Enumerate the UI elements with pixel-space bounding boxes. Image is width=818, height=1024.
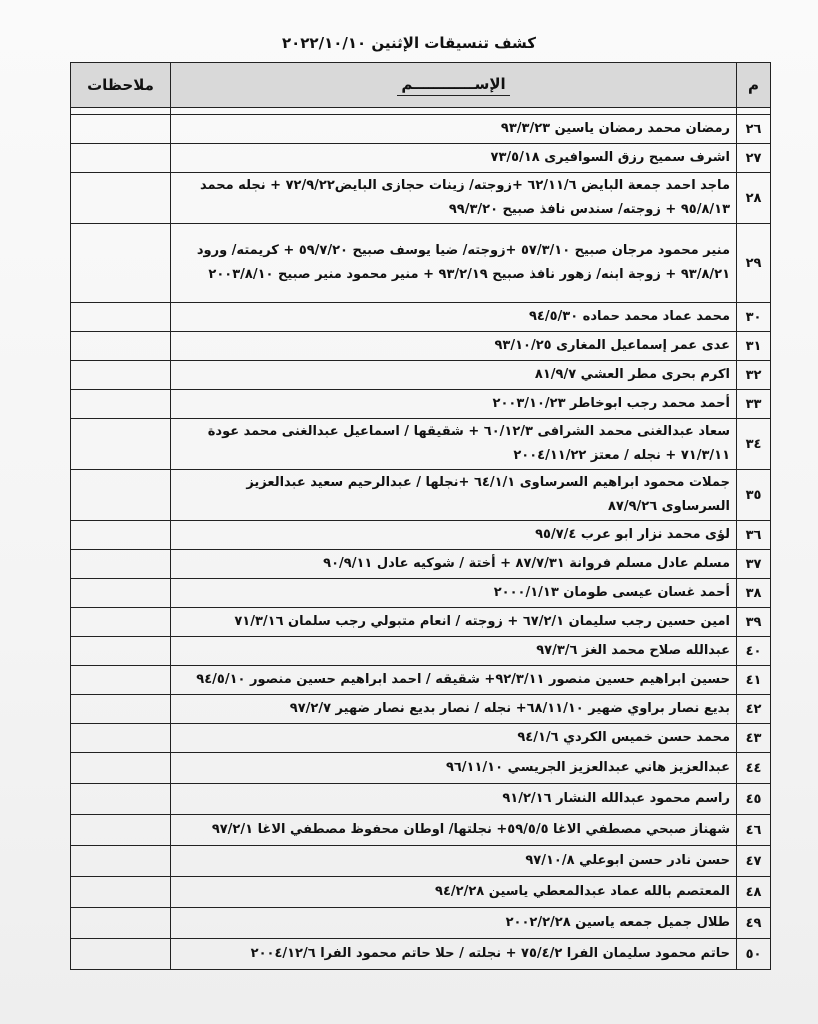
document-title: كشف تنسيقات الإثنين ٢٠٢٢/١٠/١٠ <box>281 34 537 52</box>
row-notes <box>71 470 171 521</box>
row-name: محمد حسن خميس الكردي ٩٤/١/٦ <box>171 724 737 753</box>
row-name: طلال جميل جمعه ياسين ٢٠٠٢/٢/٢٨ <box>171 908 737 939</box>
row-name: سعاد عبدالغنى محمد الشرافى ٦٠/١٢/٣ + شقيقها / اسماعيل عبدالغنى محمد عودة ٧١/٣/١١ + نجله / معتز ٢٠٠٤/١١/٢٢ <box>171 419 737 470</box>
table-row <box>71 470 771 521</box>
row-name: شهناز صبحي مصطفي الاغا ٥٩/٥/٥+ نجلتها/ اوطان محفوظ مصطفي الاغا ٩٧/٢/١ <box>171 815 737 846</box>
table-row <box>71 939 771 970</box>
column-header-name-text: الإســــــــــــم <box>397 75 509 96</box>
row-name: جملات محمود ابراهيم السرساوى ٦٤/١/١ +نجلها / عبدالرحيم سعيد عبدالعزيز السرساوى ٨٧/٩/٢٦ <box>171 470 737 521</box>
row-number: ٤٠ <box>737 637 771 666</box>
row-number: ٥٠ <box>737 939 771 970</box>
row-name: عدى عمر إسماعيل المغارى ٩٣/١٠/٢٥ <box>171 332 737 361</box>
row-notes <box>71 846 171 877</box>
row-notes <box>71 224 171 303</box>
row-notes <box>71 637 171 666</box>
row-name: حاتم محمود سليمان الفرا ٧٥/٤/٢ + نجلته / حلا حاتم محمود الفرا ٢٠٠٤/١٢/٦ <box>171 939 737 970</box>
names-table <box>70 62 771 970</box>
table-row <box>71 579 771 608</box>
column-header-name <box>171 63 737 108</box>
row-name: أحمد غسان عيسى طومان ٢٠٠٠/١/١٣ <box>171 579 737 608</box>
table-row <box>71 332 771 361</box>
row-notes <box>71 608 171 637</box>
table-row <box>71 173 771 224</box>
row-notes <box>71 724 171 753</box>
table-row <box>71 877 771 908</box>
row-number: ٤٧ <box>737 846 771 877</box>
row-notes <box>71 908 171 939</box>
row-name: بديع نصار براوي ضهير ٦٨/١١/١٠+ نجله / نصار بديع نصار ضهير ٩٧/٢/٧ <box>171 695 737 724</box>
row-name: اشرف سميح رزق السوافيرى ٧٣/٥/١٨ <box>171 144 737 173</box>
table-row <box>71 550 771 579</box>
row-name: أحمد محمد رجب ابوخاطر ٢٠٠٣/١٠/٢٣ <box>171 390 737 419</box>
header-spacer <box>71 108 771 115</box>
table-row <box>71 637 771 666</box>
table-row <box>71 390 771 419</box>
row-name: امين حسين رجب سليمان ٦٧/٢/١ + زوجته / انعام متبولي رجب سلمان ٧١/٣/١٦ <box>171 608 737 637</box>
row-notes <box>71 173 171 224</box>
row-notes <box>71 144 171 173</box>
table-row <box>71 815 771 846</box>
row-number: ٤٥ <box>737 784 771 815</box>
row-number: ٣٨ <box>737 579 771 608</box>
row-number: ٣٩ <box>737 608 771 637</box>
row-number: ٣٦ <box>737 521 771 550</box>
row-number: ٣٠ <box>737 303 771 332</box>
table-row <box>71 224 771 303</box>
row-notes <box>71 579 171 608</box>
row-name: لؤى محمد نزار ابو عرب ٩٥/٧/٤ <box>171 521 737 550</box>
row-name: مسلم عادل مسلم فروانة ٨٧/٧/٣١ + أختة / شوكيه عادل ٩٠/٩/١١ <box>171 550 737 579</box>
column-header-number: م <box>737 63 771 108</box>
column-header-notes: ملاحظات <box>71 63 171 108</box>
row-name: رمضان محمد رمضان ياسين ٩٣/٣/٢٣ <box>171 115 737 144</box>
row-notes <box>71 303 171 332</box>
row-notes <box>71 939 171 970</box>
row-name: عبدالعزيز هاني عبدالعزيز الجريسي ٩٦/١١/١٠ <box>171 753 737 784</box>
table-row <box>71 908 771 939</box>
table-row <box>71 846 771 877</box>
row-number: ٤٩ <box>737 908 771 939</box>
row-notes <box>71 361 171 390</box>
table-row <box>71 784 771 815</box>
row-name: منير محمود مرجان صبيح ٥٧/٣/١٠ +زوجته/ ضيا يوسف صبيح ٥٩/٧/٢٠ + كريمته/ ورود ٩٣/٨/٢١ + زوجة ابنه/ زهور نافذ صبيح ٩٣/٢/١٩ + منير محمود منير صبيح ٢٠٠٣/٨/١٠ <box>171 224 737 303</box>
table-row <box>71 144 771 173</box>
row-name: ماجد احمد جمعة البايض ٦٢/١١/٦ +زوجته/ زينات حجازى البايض٧٢/٩/٢٢ + نجله محمد ٩٥/٨/١٣ + زوجته/ سندس نافذ صبيح ٩٩/٣/٢٠ <box>171 173 737 224</box>
row-number: ٤٤ <box>737 753 771 784</box>
row-number: ٢٧ <box>737 144 771 173</box>
row-name: اكرم بحرى مطر العشي ٨١/٩/٧ <box>171 361 737 390</box>
row-notes <box>71 784 171 815</box>
row-number: ٣٣ <box>737 390 771 419</box>
row-notes <box>71 332 171 361</box>
row-notes <box>71 115 171 144</box>
row-number: ٣٢ <box>737 361 771 390</box>
row-name: محمد عماد محمد حماده ٩٤/٥/٣٠ <box>171 303 737 332</box>
row-number: ٣٥ <box>737 470 771 521</box>
row-notes <box>71 550 171 579</box>
table-row <box>71 361 771 390</box>
row-notes <box>71 877 171 908</box>
row-number: ٤٣ <box>737 724 771 753</box>
row-name: المعتصم بالله عماد عبدالمعطي ياسين ٩٤/٢/٢٨ <box>171 877 737 908</box>
row-notes <box>71 521 171 550</box>
row-number: ٤١ <box>737 666 771 695</box>
row-notes <box>71 419 171 470</box>
table-row <box>71 608 771 637</box>
table-row <box>71 303 771 332</box>
table-row <box>71 521 771 550</box>
table-row <box>71 115 771 144</box>
row-number: ٤٨ <box>737 877 771 908</box>
row-number: ٣٤ <box>737 419 771 470</box>
row-notes <box>71 666 171 695</box>
row-name: عبدالله صلاح محمد الغز ٩٧/٣/٦ <box>171 637 737 666</box>
row-number: ٤٢ <box>737 695 771 724</box>
row-notes <box>71 753 171 784</box>
row-notes <box>71 695 171 724</box>
table-row <box>71 724 771 753</box>
row-number: ٤٦ <box>737 815 771 846</box>
table-row <box>71 695 771 724</box>
row-name: راسم محمود عبدالله النشار ٩١/٢/١٦ <box>171 784 737 815</box>
row-number: ٣١ <box>737 332 771 361</box>
row-name: حسن نادر حسن ابوعلي ٩٧/١٠/٨ <box>171 846 737 877</box>
table-row <box>71 666 771 695</box>
row-number: ٢٨ <box>737 173 771 224</box>
row-number: ٢٩ <box>737 224 771 303</box>
row-number: ٣٧ <box>737 550 771 579</box>
row-notes <box>71 390 171 419</box>
table-row <box>71 753 771 784</box>
row-name: حسين ابراهيم حسين منصور ٩٢/٣/١١+ شقيقه / احمد ابراهيم حسين منصور ٩٤/٥/١٠ <box>171 666 737 695</box>
row-number: ٢٦ <box>737 115 771 144</box>
row-notes <box>71 815 171 846</box>
table-row <box>71 419 771 470</box>
